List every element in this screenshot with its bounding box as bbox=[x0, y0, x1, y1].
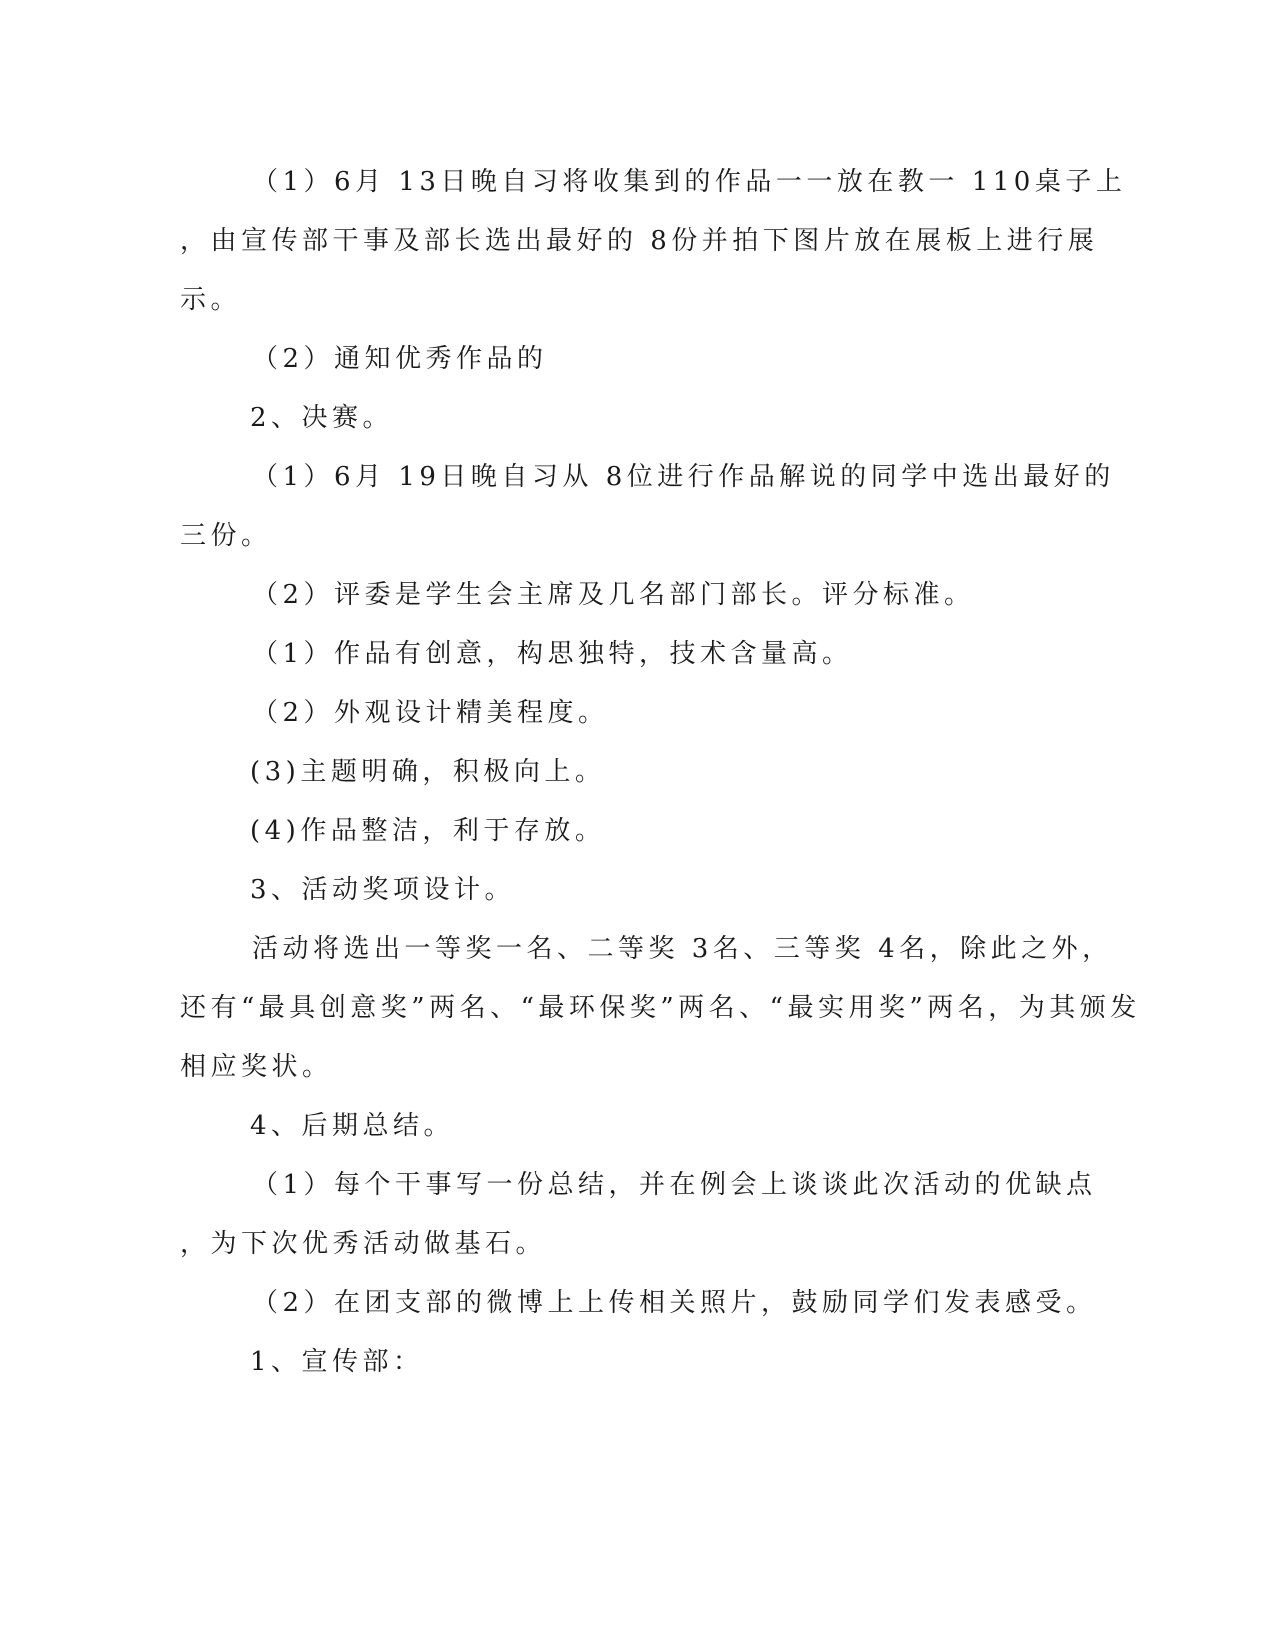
text-line: 活动将选出一等奖一名、二等奖 3名、三等奖 4名，除此之外， bbox=[252, 934, 1113, 964]
text-line: （1）每个干事写一份总结，并在例会上谈谈此次活动的优缺点 bbox=[252, 1170, 1097, 1200]
text-line: （1）6月 13日晚自习将收集到的作品一一放在教一 110桌子上 bbox=[252, 167, 1127, 197]
text-line: 2、决赛。 bbox=[250, 403, 394, 433]
text-line: （1）6月 19日晚自习从 8位进行作品解说的同学中选出最好的 bbox=[252, 462, 1115, 492]
text-line: （2）评委是学生会主席及几名部门部长。评分标准。 bbox=[252, 580, 975, 610]
text-line: (4)作品整洁，利于存放。 bbox=[250, 816, 606, 846]
text-line: 示。 bbox=[180, 285, 242, 315]
text-line: （2）在团支部的微博上上传相关照片，鼓励同学们发表感受。 bbox=[252, 1288, 1097, 1318]
text-line: 4、后期总结。 bbox=[250, 1111, 455, 1141]
text-line: 还有“最具创意奖”两名、“最环保奖”两名、“最实用奖”两名，为其颁发 bbox=[180, 993, 1141, 1023]
text-line: ，为下次优秀活动做基石。 bbox=[180, 1229, 547, 1259]
text-line: （2）通知优秀作品的 bbox=[252, 344, 548, 374]
text-line: 相应奖状。 bbox=[180, 1052, 333, 1082]
text-line: (3)主题明确，积极向上。 bbox=[250, 757, 606, 787]
text-line: （1）作品有创意，构思独特，技术含量高。 bbox=[252, 639, 853, 669]
text-line: （2）外观设计精美程度。 bbox=[252, 698, 609, 728]
text-line: 1、宣传部： bbox=[250, 1347, 424, 1377]
text-line: 三份。 bbox=[180, 521, 272, 551]
text-line: 3、活动奖项设计。 bbox=[250, 875, 516, 905]
text-line: ，由宣传部干事及部长选出最好的 8份并拍下图片放在展板上进行展 bbox=[180, 226, 1099, 256]
